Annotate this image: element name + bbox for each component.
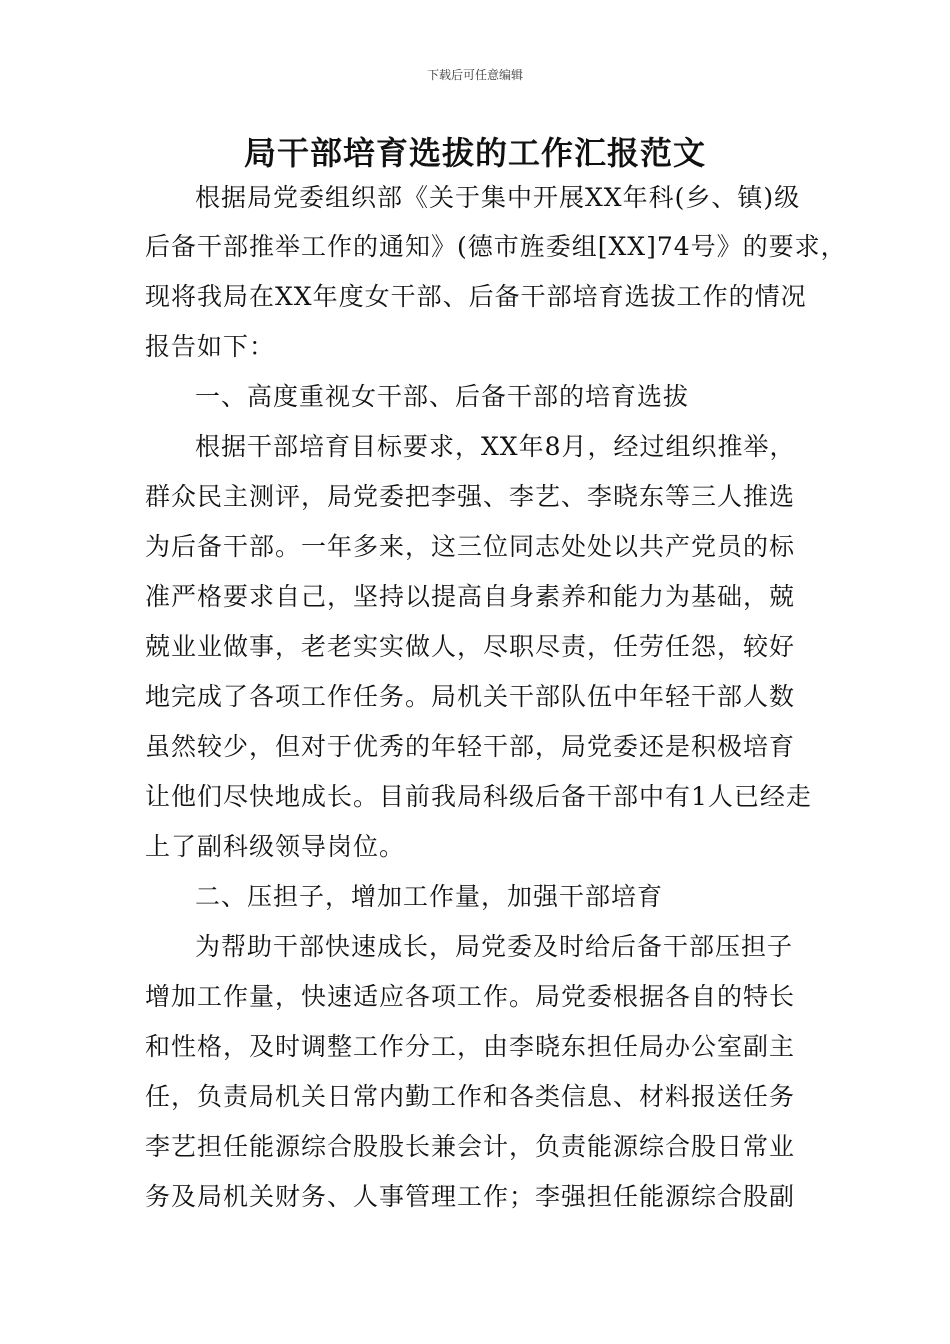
- body-line: 增加工作量，快速适应各项工作。局党委根据各自的特长: [145, 982, 796, 1011]
- body-line: 为后备干部。一年多来，这三位同志处处以共产党员的标: [145, 532, 796, 561]
- body-line: 准严格要求自己，坚持以提高自身素养和能力为基础，兢: [145, 582, 796, 611]
- section-heading-2: 二、压担子，增加工作量，加强干部培育: [195, 882, 664, 911]
- body-line: 后备干部推举工作的通知》(德市旌委组[XX]74号》的要求，: [145, 232, 847, 261]
- body-line: 虽然较少，但对于优秀的年轻干部，局党委还是积极培育: [145, 732, 796, 761]
- body-line: 务及局机关财务、人事管理工作；李强担任能源综合股副: [145, 1182, 796, 1211]
- body-line: 兢业业做事，老老实实做人，尽职尽责，任劳任怨，较好: [145, 632, 796, 661]
- section-heading-1: 一、高度重视女干部、后备干部的培育选拔: [195, 382, 690, 411]
- header-note: 下载后可任意编辑: [426, 68, 523, 82]
- body-line: 地完成了各项工作任务。局机关干部队伍中年轻干部人数: [145, 682, 796, 711]
- body-line: 为帮助干部快速成长，局党委及时给后备干部压担子: [195, 932, 794, 961]
- body-line: 报告如下：: [145, 332, 276, 361]
- body-line: 和性格，及时调整工作分工，由李晓东担任局办公室副主: [145, 1032, 796, 1061]
- body-line: 让他们尽快地成长。目前我局科级后备干部中有1人已经走: [145, 782, 812, 811]
- body-line: 上了副科级领导岗位。: [145, 832, 406, 861]
- body-line: 现将我局在XX年度女干部、后备干部培育选拔工作的情况: [145, 282, 807, 311]
- body-line: 根据干部培育目标要求，XX年8月，经过组织推举，: [195, 432, 796, 461]
- body-line: 任，负责局机关日常内勤工作和各类信息、材料报送任务: [145, 1082, 796, 1111]
- body-line: 李艺担任能源综合股股长兼会计，负责能源综合股日常业: [145, 1132, 796, 1161]
- body-line: 群众民主测评，局党委把李强、李艺、李晓东等三人推选: [145, 482, 796, 511]
- page-title: 局干部培育选拔的工作汇报范文: [243, 134, 706, 172]
- body-line: 根据局党委组织部《关于集中开展XX年科(乡、镇)级: [195, 183, 801, 212]
